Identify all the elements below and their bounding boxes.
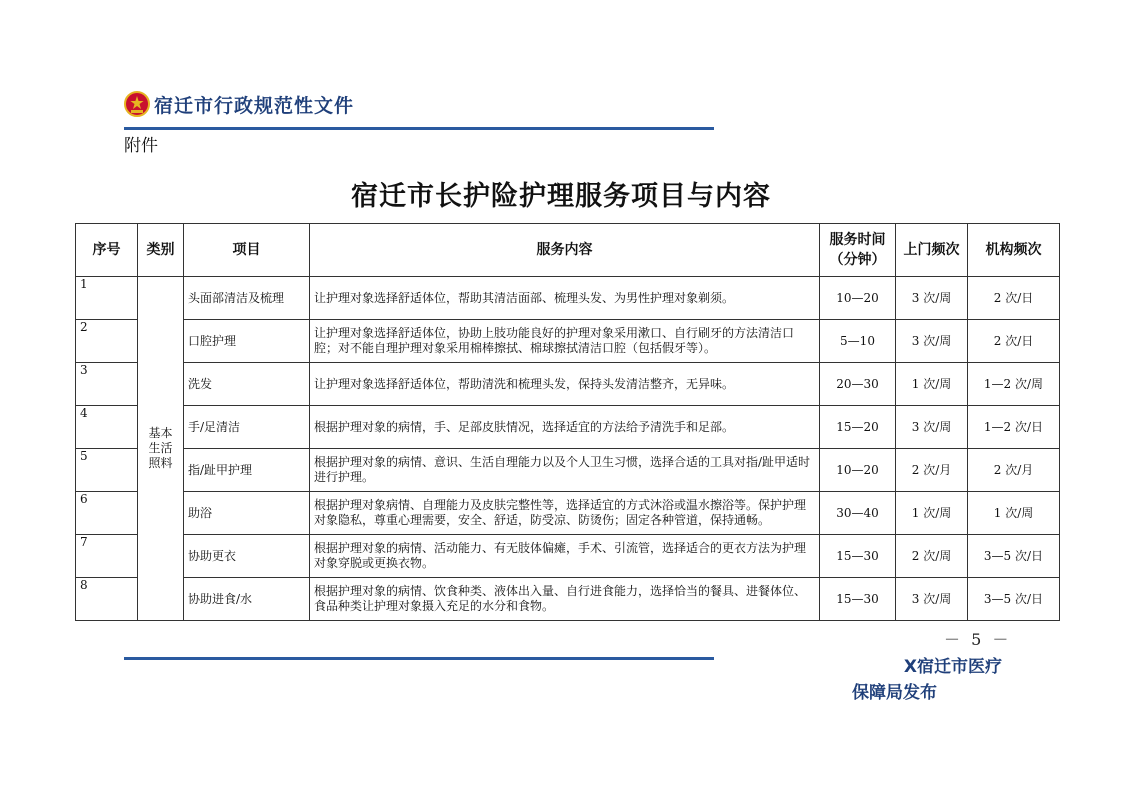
column-header: 服务时间 （分钟） xyxy=(820,224,896,277)
institution-frequency: 1 次/周 xyxy=(968,492,1060,535)
service-content: 让护理对象选择舒适体位，帮助其清洁面部、梳理头发、为男性护理对象剃须。 xyxy=(310,277,820,320)
service-time: 15—20 xyxy=(820,406,896,449)
item-name: 洗发 xyxy=(184,363,310,406)
table-row xyxy=(76,363,1060,406)
table-row xyxy=(76,406,1060,449)
home-frequency: 2 次/周 xyxy=(896,535,968,578)
service-content: 让护理对象选择舒适体位，帮助清洗和梳理头发，保持头发清洁整齐，无异味。 xyxy=(310,363,820,406)
row-number: 4 xyxy=(76,406,138,449)
home-frequency: 1 次/周 xyxy=(896,492,968,535)
home-frequency: 1 次/周 xyxy=(896,363,968,406)
service-content: 根据护理对象病情、自理能力及皮肤完整性等，选择适宜的方式沐浴或温水擦浴等。保护护理对象隐私，尊重心理需要，安全、舒适，防受凉、防烫伤；固定各种管道，保持通畅。 xyxy=(310,492,820,535)
table-row xyxy=(76,320,1060,363)
service-time: 15—30 xyxy=(820,578,896,621)
service-time: 10—20 xyxy=(820,277,896,320)
column-header: 序号 xyxy=(76,224,138,277)
top-divider xyxy=(124,127,714,130)
table-row xyxy=(76,578,1060,621)
publisher-line-2: 保障局发布 xyxy=(852,683,937,703)
table-header-row xyxy=(76,224,1060,277)
row-number: 3 xyxy=(76,363,138,406)
service-content: 根据护理对象的病情、活动能力、有无肢体偏瘫，手术、引流管，选择适合的更衣方法为护理对象穿脱或更换衣物。 xyxy=(310,535,820,578)
service-time: 5—10 xyxy=(820,320,896,363)
table-row xyxy=(76,535,1060,578)
national-emblem-icon xyxy=(124,90,150,118)
item-name: 手/足清洁 xyxy=(184,406,310,449)
table-row xyxy=(76,449,1060,492)
item-name: 口腔护理 xyxy=(184,320,310,363)
row-number: 5 xyxy=(76,449,138,492)
letterhead xyxy=(124,86,354,122)
row-number: 6 xyxy=(76,492,138,535)
institution-frequency: 3—5 次/日 xyxy=(968,535,1060,578)
service-time: 20—30 xyxy=(820,363,896,406)
service-time: 15—30 xyxy=(820,535,896,578)
row-number: 7 xyxy=(76,535,138,578)
column-header: 服务内容 xyxy=(310,224,820,277)
institution-frequency: 1—2 次/周 xyxy=(968,363,1060,406)
home-frequency: 3 次/周 xyxy=(896,320,968,363)
category-cell: 基本 生活 照料 xyxy=(138,277,184,621)
publisher-footer xyxy=(852,654,1002,706)
table-row xyxy=(76,492,1060,535)
column-header: 上门频次 xyxy=(896,224,968,277)
institution-frequency: 2 次/月 xyxy=(968,449,1060,492)
item-name: 头面部清洁及梳理 xyxy=(184,277,310,320)
publisher-line-1: X宿迁市医疗 xyxy=(903,657,1002,677)
row-number: 8 xyxy=(76,578,138,621)
item-name: 协助进食/水 xyxy=(184,578,310,621)
home-frequency: 2 次/月 xyxy=(896,449,968,492)
table-row xyxy=(76,277,1060,320)
home-frequency: 3 次/周 xyxy=(896,578,968,621)
row-number: 2 xyxy=(76,320,138,363)
home-frequency: 3 次/周 xyxy=(896,277,968,320)
service-time: 30—40 xyxy=(820,492,896,535)
institution-frequency: 1—2 次/日 xyxy=(968,406,1060,449)
service-content: 让护理对象选择舒适体位，协助上肢功能良好的护理对象采用漱口、自行刷牙的方法清洁口腔；对不能自理护理对象采用棉棒擦拭、棉球擦拭清洁口腔（包括假牙等）。 xyxy=(310,320,820,363)
column-header: 机构频次 xyxy=(968,224,1060,277)
page-number: － 5 － xyxy=(944,630,1012,649)
item-name: 助浴 xyxy=(184,492,310,535)
service-table xyxy=(75,223,1060,621)
service-time: 10—20 xyxy=(820,449,896,492)
institution-frequency: 2 次/日 xyxy=(968,277,1060,320)
institution-frequency: 2 次/日 xyxy=(968,320,1060,363)
attachment-label: 附件 xyxy=(124,136,158,156)
item-name: 指/趾甲护理 xyxy=(184,449,310,492)
document-title: 宿迁市长护险护理服务项目与内容 xyxy=(351,181,771,212)
letterhead-title: 宿迁市行政规范性文件 xyxy=(154,94,355,117)
item-name: 协助更衣 xyxy=(184,535,310,578)
column-header: 类别 xyxy=(138,224,184,277)
service-content: 根据护理对象的病情、意识、生活自理能力以及个人卫生习惯，选择合适的工具对指/趾甲适时 进行护理。 xyxy=(310,449,820,492)
column-header: 项目 xyxy=(184,224,310,277)
service-content: 根据护理对象的病情、饮食种类、液体出入量、自行进食能力，选择恰当的餐具、进餐体位、食品种类让护理对象摄入充足的水分和食物。 xyxy=(310,578,820,621)
institution-frequency: 3—5 次/日 xyxy=(968,578,1060,621)
service-content: 根据护理对象的病情，手、足部皮肤情况，选择适宜的方法给予清洗手和足部。 xyxy=(310,406,820,449)
home-frequency: 3 次/周 xyxy=(896,406,968,449)
row-number: 1 xyxy=(76,277,138,320)
bottom-divider xyxy=(124,657,714,660)
